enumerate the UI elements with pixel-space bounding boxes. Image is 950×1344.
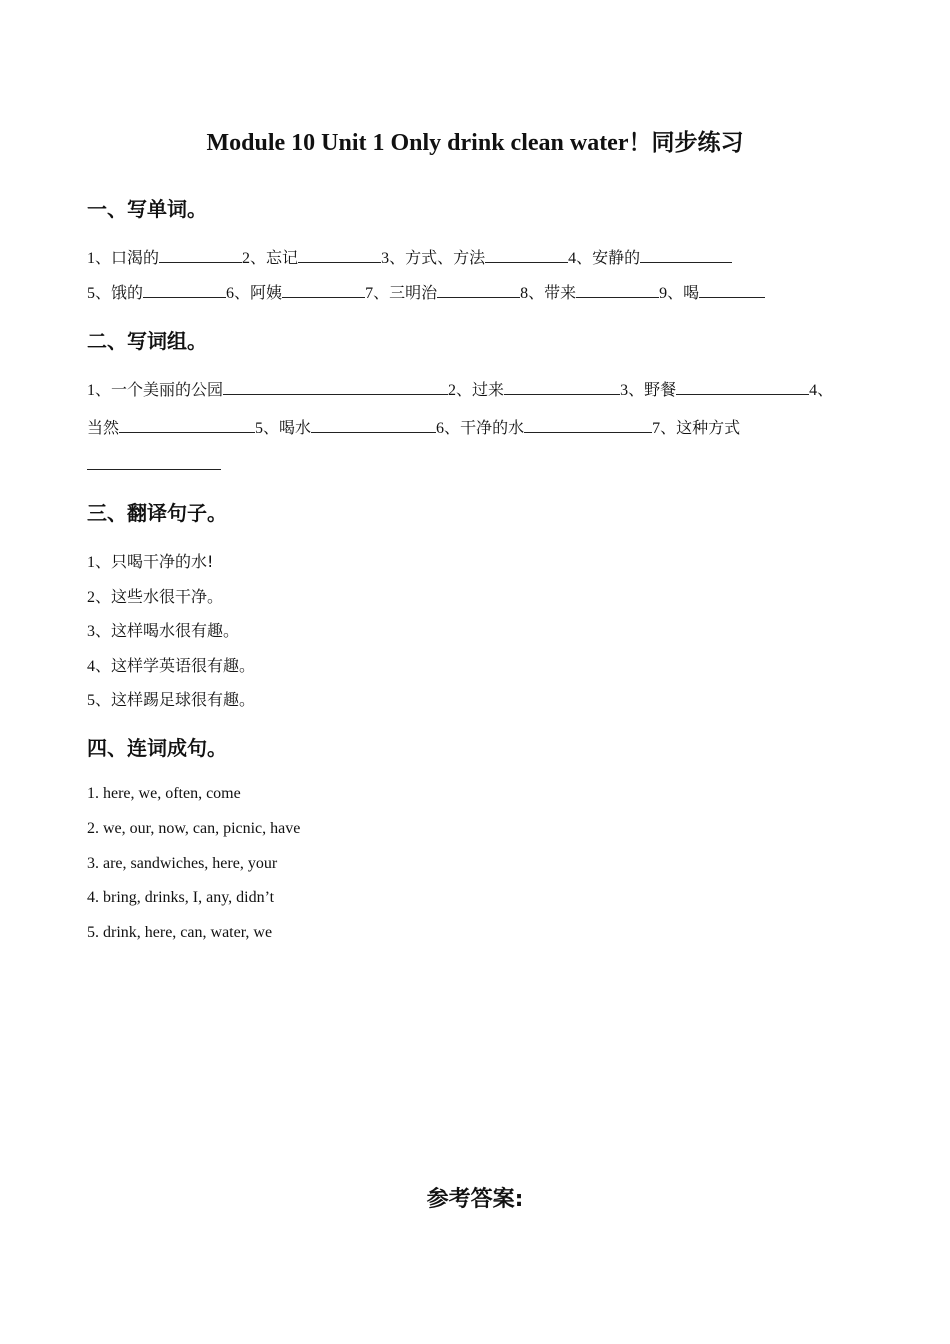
item-number: 6: [436, 420, 445, 437]
item-number: 5: [87, 692, 95, 709]
item-number: 3: [87, 623, 95, 640]
reorder-item: 1. here, we, often, come: [87, 785, 241, 802]
translate-item: 1、只喝干净的水!: [87, 552, 214, 571]
item-number: 4: [809, 382, 818, 399]
answer-blank[interactable]: [159, 248, 242, 263]
item-text: 这些水很干净。: [111, 587, 224, 606]
item-label: 三明治: [389, 283, 438, 302]
answer-blank[interactable]: [282, 283, 365, 298]
answer-blank[interactable]: [223, 380, 448, 395]
item-number: 1: [87, 382, 95, 399]
item-number: 4: [87, 658, 95, 675]
translate-item: 4、这样学英语很有趣。: [87, 656, 256, 675]
section2-row2: 当然 5、喝水 6、干净的水 7、这种方式: [87, 418, 741, 437]
title-english: Module 10 Unit 1 Only drink clean water: [206, 130, 629, 156]
section1-row1: 1、口渴的 2、忘记 3、方式、方法 4、安静的: [87, 245, 732, 268]
answer-blank[interactable]: [87, 455, 221, 470]
item-number: 6: [226, 285, 235, 302]
translate-item: 5、这样踢足球很有趣。: [87, 690, 256, 709]
section1-heading: 一、写单词。: [87, 197, 207, 221]
section2-heading: 二、写词组。: [87, 329, 207, 353]
item-number: 1: [87, 554, 95, 571]
answer-blank[interactable]: [676, 380, 809, 395]
item-label: 一个美丽的公园: [111, 380, 224, 399]
item-label: 带来: [544, 283, 577, 302]
item-label: 饿的: [111, 283, 144, 302]
reorder-item: 3. are, sandwiches, here, your: [87, 855, 278, 872]
answer-blank[interactable]: [504, 380, 620, 395]
item-label: 方式、方法: [405, 248, 486, 267]
translate-item: 2、这些水很干净。: [87, 587, 224, 606]
item-label: 过来: [472, 380, 505, 399]
section4-heading: 四、连词成句。: [87, 736, 227, 760]
reorder-item: 2. we, our, now, can, picnic, have: [87, 820, 301, 837]
section2-row3: [87, 455, 221, 474]
item-text: 这样喝水很有趣。: [111, 621, 240, 640]
answer-blank[interactable]: [640, 248, 732, 263]
item-number: 7: [652, 420, 661, 437]
reorder-item: 5. drink, here, can, water, we: [87, 924, 273, 941]
answer-blank[interactable]: [119, 418, 255, 433]
answer-blank[interactable]: [524, 418, 652, 433]
item-number: 2: [242, 250, 251, 267]
item-label: 忘记: [266, 248, 299, 267]
item-number: 8: [520, 285, 529, 302]
section3-heading: 三、翻译句子。: [87, 501, 227, 525]
item-label: 安静的: [592, 248, 641, 267]
item-number: 5: [255, 420, 264, 437]
reorder-item: 4. bring, drinks, I, any, didn’t: [87, 889, 275, 906]
answer-blank[interactable]: [437, 283, 520, 298]
answer-blank[interactable]: [699, 283, 765, 298]
item-number: 3: [620, 382, 629, 399]
item-number: 4: [568, 250, 577, 267]
item-label: 这种方式: [676, 418, 741, 437]
item-label: 当然: [87, 418, 120, 437]
section1-row2: 5、饿的 6、阿姨 7、三明治 8、带来 9、喝: [87, 280, 765, 303]
item-label: 干净的水: [460, 418, 525, 437]
page-title: [0, 124, 950, 157]
item-number: 3: [381, 250, 390, 267]
section2-row1: 1、一个美丽的公园 2、过来 3、野餐 4、: [87, 380, 834, 399]
item-text: 只喝干净的水!: [111, 552, 214, 571]
item-number: 7: [365, 285, 374, 302]
item-label: 喝水: [279, 418, 312, 437]
item-label: 阿姨: [250, 283, 283, 302]
item-text: 这样踢足球很有趣。: [111, 690, 256, 709]
answer-blank[interactable]: [298, 248, 381, 263]
item-number: 2: [87, 589, 95, 606]
answer-blank[interactable]: [143, 283, 226, 298]
item-text: 这样学英语很有趣。: [111, 656, 256, 675]
answer-blank[interactable]: [576, 283, 659, 298]
item-number: 1: [87, 250, 95, 267]
item-label: 野餐: [644, 380, 677, 399]
title-chinese: ！同步练习: [628, 130, 744, 156]
item-number: 9: [659, 285, 668, 302]
item-number: 5: [87, 285, 95, 302]
item-label: 喝: [683, 283, 700, 302]
item-number: 2: [448, 382, 457, 399]
answers-heading: 参考答案:: [426, 1187, 524, 1212]
answer-blank[interactable]: [485, 248, 568, 263]
translate-item: 3、这样喝水很有趣。: [87, 621, 240, 640]
item-label: 口渴的: [111, 248, 160, 267]
answer-blank[interactable]: [311, 418, 436, 433]
